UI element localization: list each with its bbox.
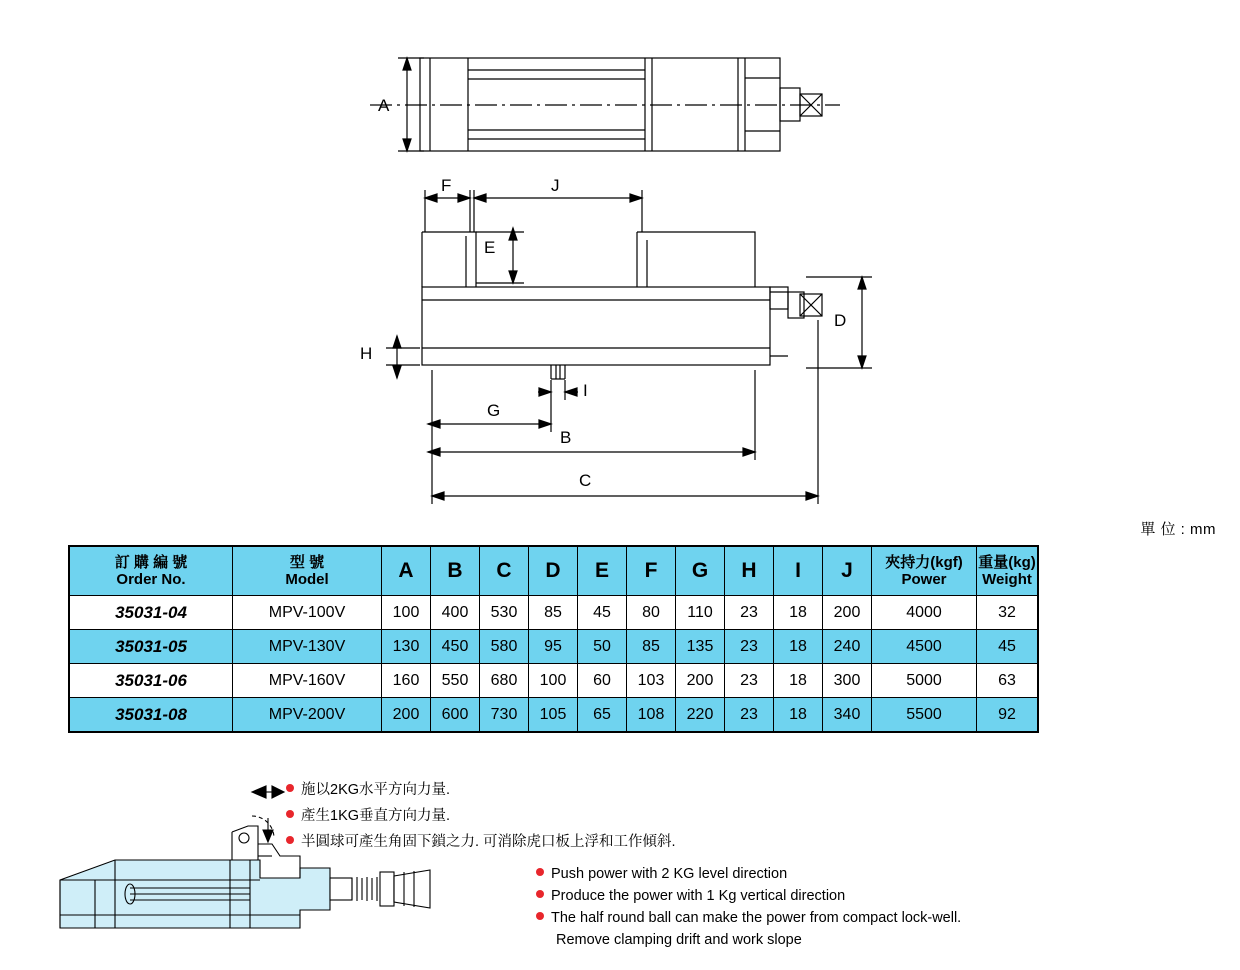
table-row (69, 630, 1038, 664)
cell-power: 5000 (872, 664, 977, 698)
cell-model: MPV-100V (233, 596, 382, 630)
cell-c: 530 (480, 596, 529, 630)
spec-table-wrap (68, 545, 1039, 733)
cell-j: 300 (823, 664, 872, 698)
header-dim-g: G (676, 546, 725, 596)
cell-a: 130 (382, 630, 431, 664)
header-dim-e: E (578, 546, 627, 596)
dim-label-I: I (583, 381, 588, 400)
header-weight-en: Weight (982, 571, 1032, 588)
table-row (69, 596, 1038, 630)
dim-label-D: D (834, 311, 847, 330)
cell-order-no: 35031-04 (69, 596, 233, 630)
cell-weight: 92 (977, 698, 1039, 733)
cell-order-no: 35031-06 (69, 664, 233, 698)
header-order-no-en: Order No. (116, 571, 186, 588)
cell-f: 108 (627, 698, 676, 733)
bullet-icon (286, 784, 294, 792)
cell-d: 95 (529, 630, 578, 664)
cell-f: 80 (627, 596, 676, 630)
bullet-icon (286, 810, 294, 818)
cell-power: 5500 (872, 698, 977, 733)
cell-model: MPV-160V (233, 664, 382, 698)
table-row (69, 698, 1038, 733)
header-dim-f: F (627, 546, 676, 596)
cell-h: 23 (725, 664, 774, 698)
note-cn-3-text: 半圓球可產生角固下鎖之力. 可消除虎口板上浮和工作傾斜. (301, 834, 676, 850)
cell-c: 730 (480, 698, 529, 733)
cell-f: 85 (627, 630, 676, 664)
bullet-icon (536, 912, 544, 920)
note-cn-2-text: 產生1KG垂直方向力量. (301, 808, 451, 824)
dim-label-E: E (484, 238, 496, 257)
note-cn-2 (286, 804, 450, 825)
header-power (872, 546, 977, 596)
note-en-3 (536, 910, 961, 926)
table-header-row (69, 546, 1038, 596)
table-row (69, 664, 1038, 698)
cell-a: 160 (382, 664, 431, 698)
cell-d: 85 (529, 596, 578, 630)
header-order-no-cn: 訂 購 編 號 (114, 553, 188, 571)
cell-b: 550 (431, 664, 480, 698)
dim-label-B: B (560, 428, 572, 447)
cell-h: 23 (725, 596, 774, 630)
cell-power: 4000 (872, 596, 977, 630)
cell-weight: 63 (977, 664, 1039, 698)
cell-f: 103 (627, 664, 676, 698)
cell-weight: 45 (977, 630, 1039, 664)
cell-order-no: 35031-05 (69, 630, 233, 664)
cell-g: 110 (676, 596, 725, 630)
dim-label-C: C (579, 471, 592, 490)
cell-c: 580 (480, 630, 529, 664)
note-en-3-sub: Remove clamping drift and work slope (556, 932, 802, 948)
note-en-2 (536, 888, 845, 904)
cell-c: 680 (480, 664, 529, 698)
cell-e: 50 (578, 630, 627, 664)
dim-label-J: J (551, 176, 560, 195)
header-dim-h: H (725, 546, 774, 596)
spec-table (68, 545, 1039, 733)
cell-e: 45 (578, 596, 627, 630)
note-en-1 (536, 866, 787, 882)
cell-b: 600 (431, 698, 480, 733)
header-dim-j: J (823, 546, 872, 596)
cell-i: 18 (774, 596, 823, 630)
cell-weight: 32 (977, 596, 1039, 630)
cell-d: 105 (529, 698, 578, 733)
cell-e: 65 (578, 698, 627, 733)
spec-table-head (69, 546, 1038, 596)
header-dim-b: B (431, 546, 480, 596)
dim-label-F: F (441, 176, 452, 195)
cell-g: 200 (676, 664, 725, 698)
header-dim-a: A (382, 546, 431, 596)
note-en-2-text: Produce the power with 1 Kg vertical direction (551, 888, 846, 904)
bullet-icon (536, 890, 544, 898)
cell-i: 18 (774, 630, 823, 664)
header-weight-cn: 重量(kg) (978, 553, 1036, 571)
notes-section (0, 760, 1240, 970)
units-label: 單 位 : mm (1140, 521, 1216, 538)
header-model-cn: 型 號 (289, 553, 325, 571)
cell-j: 200 (823, 596, 872, 630)
cell-order-no: 35031-08 (69, 698, 233, 733)
header-power-cn: 夾持力(kgf) (885, 553, 963, 571)
header-model (233, 546, 382, 596)
note-cn-1-text: 施以2KG水平方向力量. (301, 782, 451, 798)
spec-table-body (69, 596, 1038, 733)
note-en-1-text: Push power with 2 KG level direction (551, 866, 788, 882)
cell-j: 340 (823, 698, 872, 733)
cell-d: 100 (529, 664, 578, 698)
cell-power: 4500 (872, 630, 977, 664)
cell-b: 450 (431, 630, 480, 664)
cell-model: MPV-130V (233, 630, 382, 664)
cell-b: 400 (431, 596, 480, 630)
cell-h: 23 (725, 630, 774, 664)
note-en-3-text: The half round ball can make the power from compact lock-well. (551, 910, 962, 926)
cell-g: 135 (676, 630, 725, 664)
dim-label-G: G (487, 401, 501, 420)
dim-label-A: A (378, 96, 390, 115)
cell-h: 23 (725, 698, 774, 733)
dim-label-H: H (360, 344, 373, 363)
cell-model: MPV-200V (233, 698, 382, 733)
header-dim-d: D (529, 546, 578, 596)
cell-i: 18 (774, 698, 823, 733)
cell-a: 200 (382, 698, 431, 733)
cell-j: 240 (823, 630, 872, 664)
cell-g: 220 (676, 698, 725, 733)
note-cn-1 (286, 778, 450, 799)
cell-i: 18 (774, 664, 823, 698)
cell-e: 60 (578, 664, 627, 698)
header-model-en: Model (285, 571, 329, 588)
note-cn-3 (286, 830, 676, 851)
header-dim-i: I (774, 546, 823, 596)
header-weight (977, 546, 1039, 596)
header-order-no (69, 546, 233, 596)
header-power-en: Power (901, 571, 947, 588)
bullet-icon (536, 868, 544, 876)
bullet-icon (286, 836, 294, 844)
header-dim-c: C (480, 546, 529, 596)
cell-a: 100 (382, 596, 431, 630)
